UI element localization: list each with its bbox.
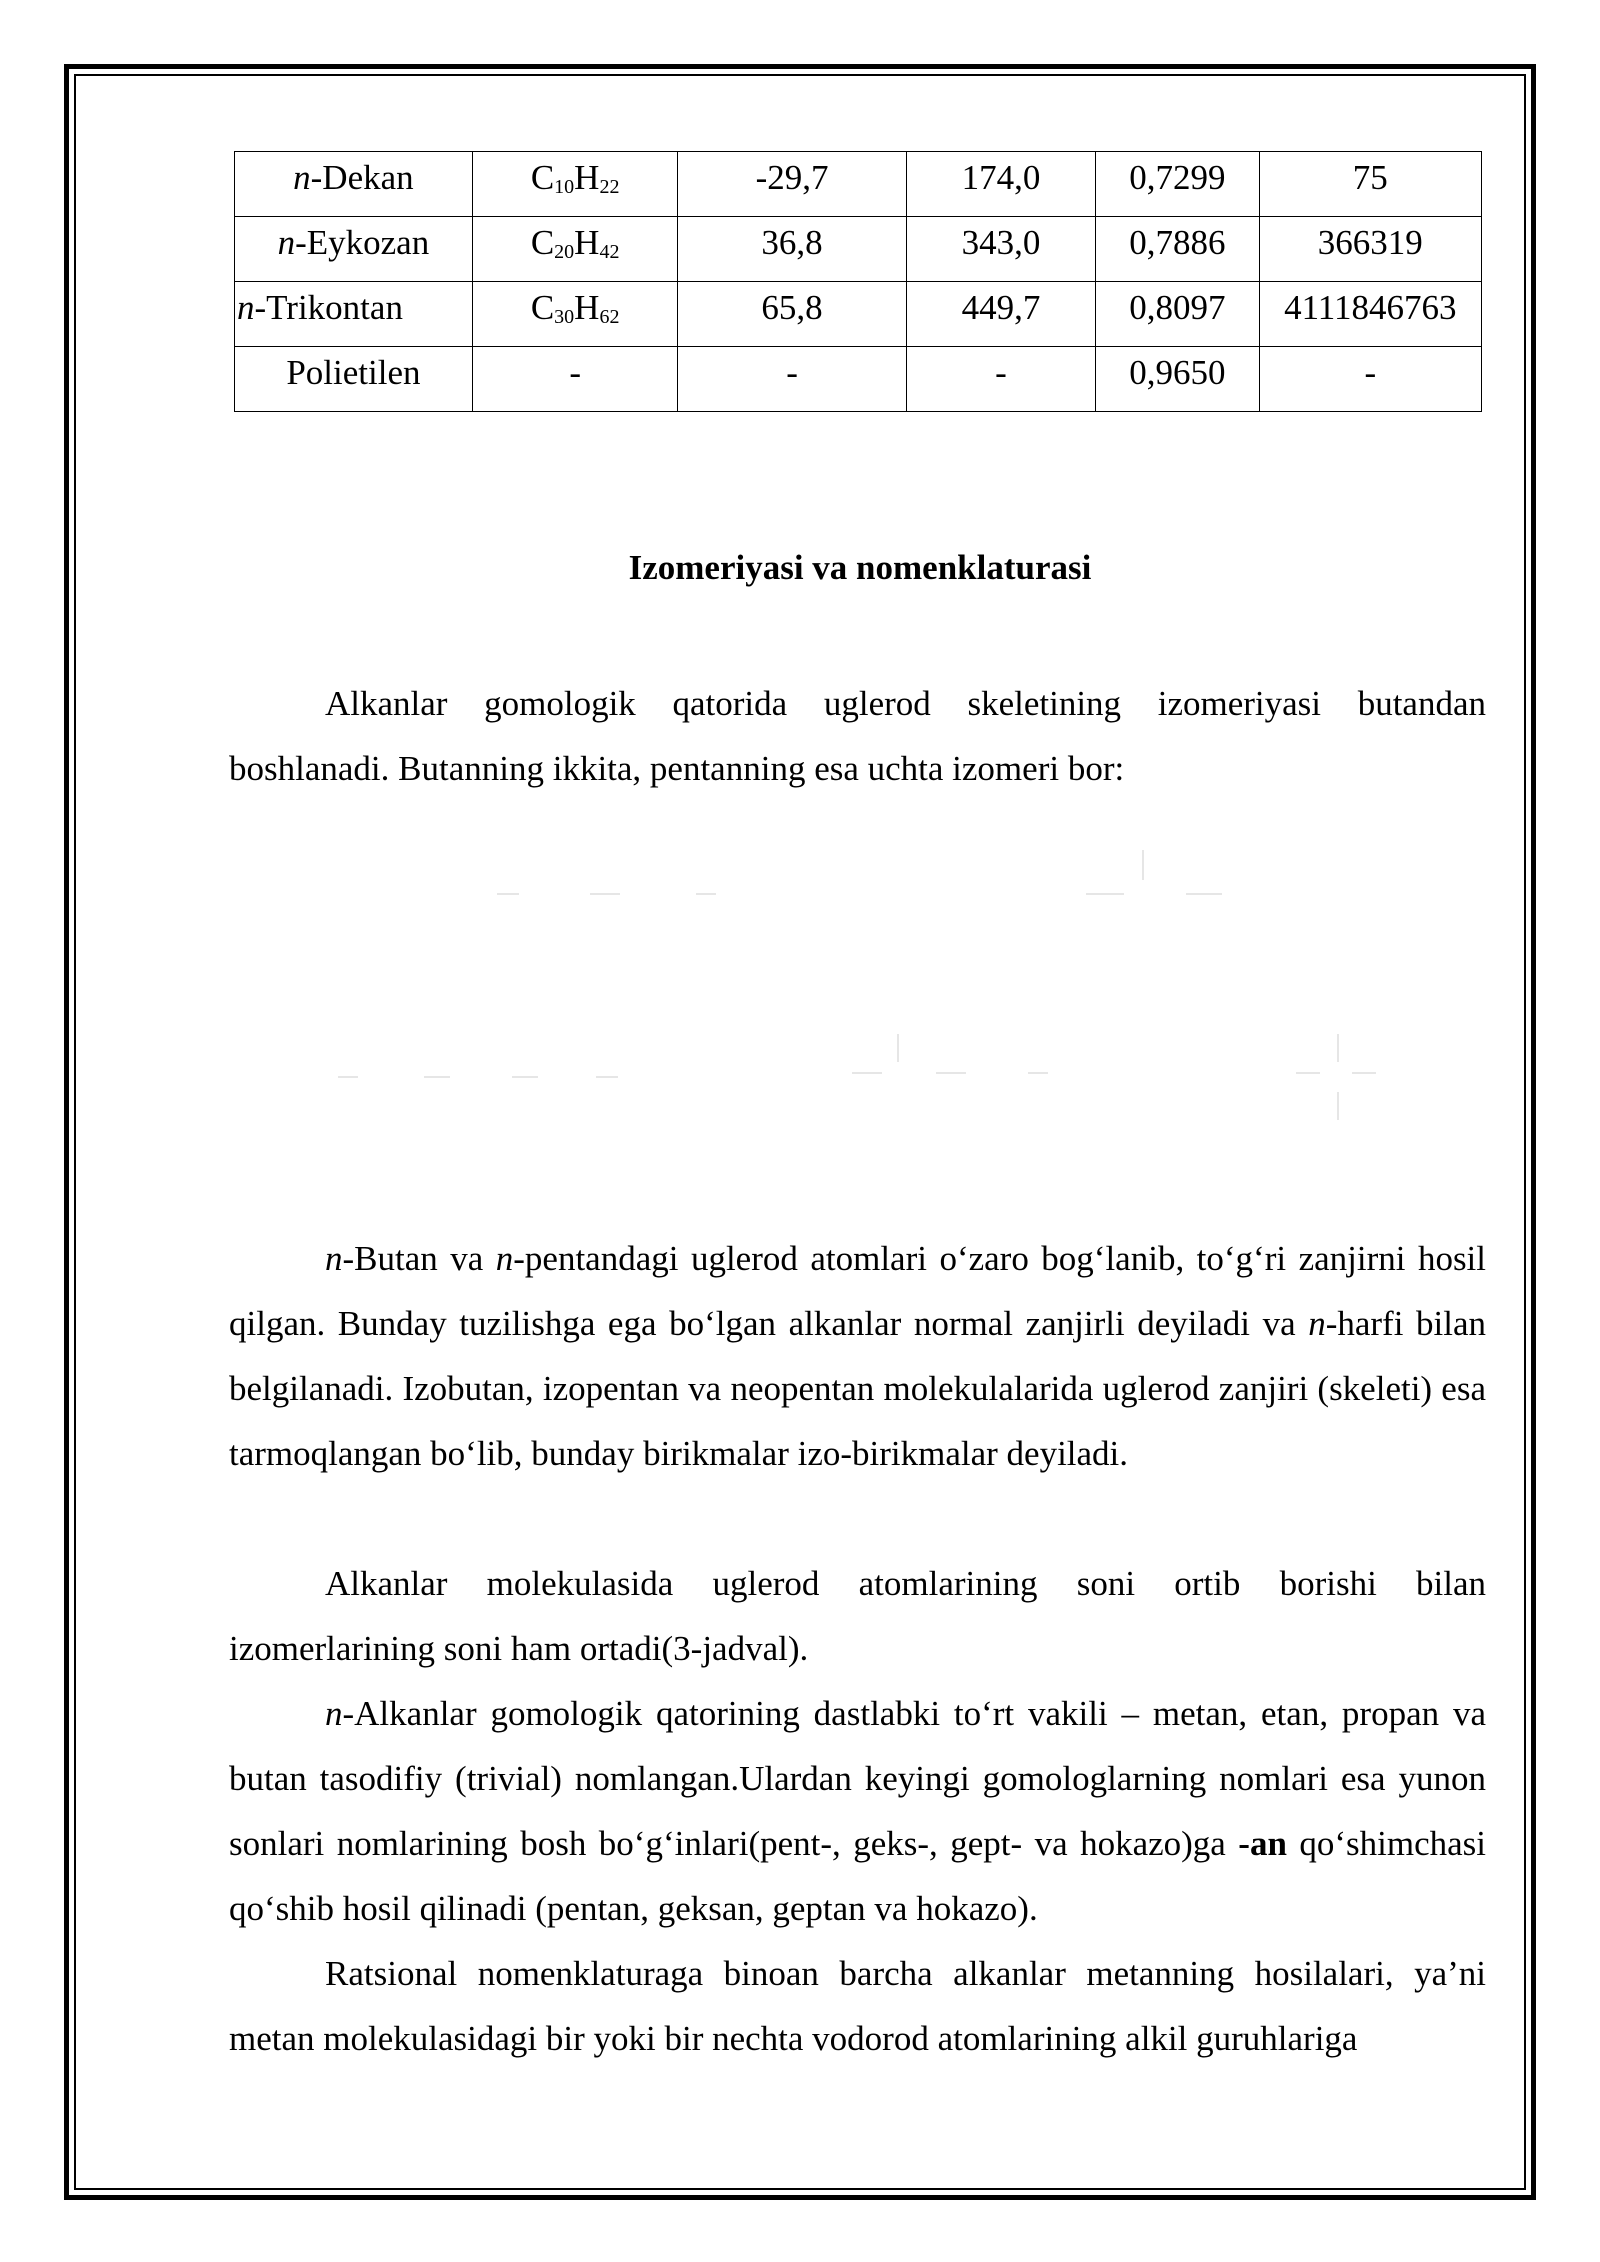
boiling-point-cell: 449,7: [906, 282, 1096, 347]
bond-line: [897, 1034, 899, 1062]
bond-line: [512, 1076, 538, 1078]
alkane-properties-table: [234, 151, 1482, 412]
formula-cell: -: [472, 347, 678, 412]
density-cell: 0,7299: [1096, 152, 1259, 217]
bond-line: [338, 1076, 358, 1078]
formula-cell: $C_{30}H_{62}$: [472, 282, 678, 347]
melting-point-cell: 65,8: [678, 282, 906, 347]
alkane-name-cell: Polietilen: [235, 347, 473, 412]
bond-line: [936, 1072, 966, 1074]
paragraph-isomer-count: Alkanlar molekulasida uglerod atomlarining soni ortib borishi bilan izomerlarining soni ham ortadi(3-jadval).: [229, 1564, 1486, 1668]
bond-line: [1337, 1092, 1339, 1120]
isomer-count-cell: -: [1259, 347, 1481, 412]
bond-line: [852, 1072, 882, 1074]
paragraph-naming: n-Alkanlar gomologik qatorining dastlabki to‘rt vakili – metan, etan, propan va butan tasodifiy (trivial) nomlangan.Ulardan keyingi gomologlarning nomlari esa yunon sonlari nomlarining bosh bo‘g‘inlari(pent-, geks-, gept- va hokazo)ga -an qo‘shimchasi qo‘shib hosil qilinadi (pentan, geksan, geptan va hokazo).: [229, 1694, 1487, 1928]
table-row: [235, 347, 1482, 412]
boiling-point-cell: 174,0: [906, 152, 1096, 217]
isomer-count-cell: 75: [1259, 152, 1481, 217]
bond-line: [1028, 1072, 1048, 1074]
melting-point-cell: -: [678, 347, 906, 412]
section-heading: Izomeriyasi va nomenklaturasi: [628, 548, 1092, 587]
bond-line: [497, 893, 519, 895]
bond-line: [1186, 893, 1222, 895]
paragraph-intro: Alkanlar gomologik qatorida uglerod skeletining izomeriyasi butandan boshlanadi. Butanning ikkita, pentanning esa uchta izomeri bor:: [229, 684, 1486, 788]
bond-line: [1352, 1072, 1376, 1074]
isomer-count-cell: 366319: [1259, 217, 1481, 282]
density-cell: 0,7886: [1096, 217, 1259, 282]
table-row: [235, 152, 1482, 217]
formula-cell: $C_{10}H_{22}$: [472, 152, 678, 217]
melting-point-cell: -29,7: [678, 152, 906, 217]
bond-line: [696, 893, 716, 895]
paragraph-normal-chain: n-Butan va n-pentandagi uglerod atomlari o‘zaro bog‘lanib, to‘g‘ri zanjirni hosil qilgan. Bunday tuzilishga ega bo‘lgan alkanlar normal zanjirli deyiladi va n-harfi bilan belgilanadi. Izobutan, izopentan va neopentan molekulalarida uglerod zanjiri (skeleti) esa tarmoqlangan bo‘lib, bunday birikmalar izo-birikmalar deyiladi.: [229, 1239, 1487, 1473]
isomer-count-cell: 4111846763: [1259, 282, 1481, 347]
boiling-point-cell: -: [906, 347, 1096, 412]
melting-point-cell: 36,8: [678, 217, 906, 282]
density-cell: 0,9650: [1096, 347, 1259, 412]
formula-cell: $C_{20}H_{42}$: [472, 217, 678, 282]
density-cell: 0,8097: [1096, 282, 1259, 347]
bond-line: [596, 1076, 618, 1078]
bond-line: [1142, 850, 1144, 880]
bond-line: [590, 893, 620, 895]
bond-line: [1337, 1034, 1339, 1062]
boiling-point-cell: 343,0: [906, 217, 1096, 282]
table-row: [235, 282, 1482, 347]
alkane-name-cell: n-Dekan: [235, 152, 473, 217]
bond-line: [424, 1076, 450, 1078]
bond-line: [1296, 1072, 1320, 1074]
bond-line: [1086, 893, 1124, 895]
paragraph-rational-nomenclature: Ratsional nomenklaturaga binoan barcha alkanlar metanning hosilalari, ya’ni metan molekulasidagi bir yoki bir nechta vodorod atomlarining alkil guruhlariga: [229, 1954, 1486, 2058]
alkane-name-cell: n-Trikontan: [235, 282, 473, 347]
alkane-name-cell: n-Eykozan: [235, 217, 473, 282]
table-row: [235, 217, 1482, 282]
